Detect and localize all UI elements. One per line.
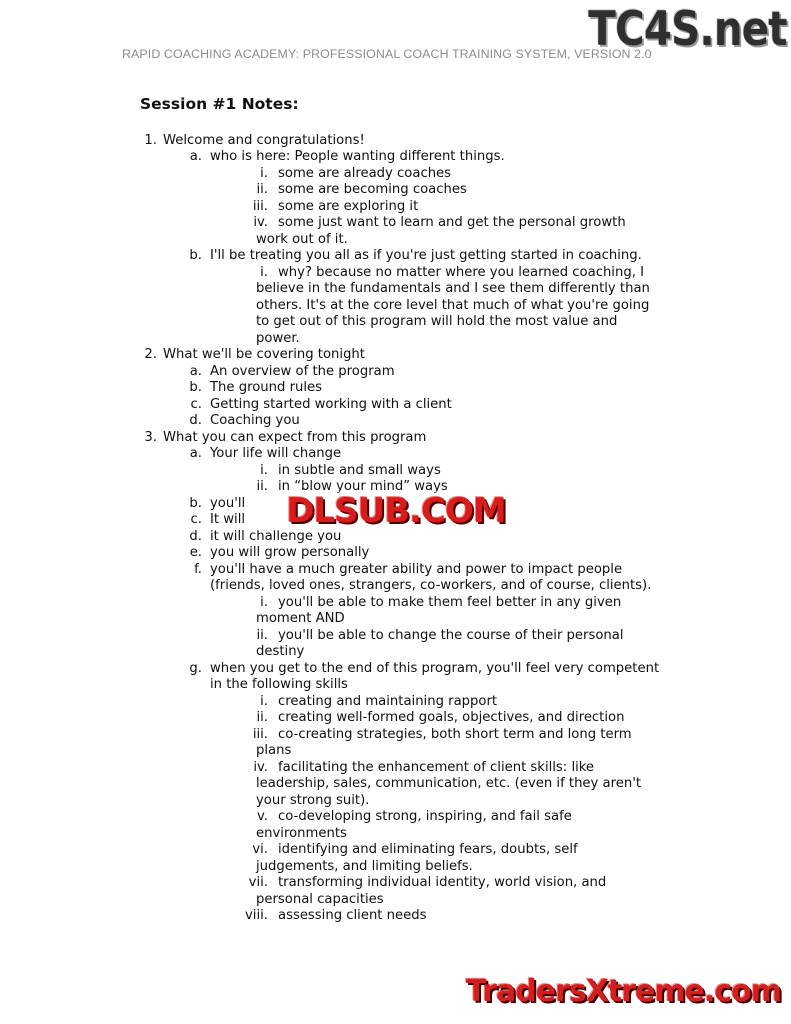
- list-item-text: What you can expect from this program: [163, 430, 427, 445]
- list-item-text: you'll: [210, 496, 246, 511]
- list-marker: iv.: [253, 760, 268, 775]
- list-item-text: some are already coaches: [278, 166, 452, 181]
- list-marker: i.: [260, 166, 268, 181]
- list-item-text: it will challenge you: [210, 529, 342, 544]
- list-item-text: some are becoming coaches: [278, 182, 467, 197]
- list-marker: iii.: [252, 199, 268, 214]
- list-marker: ii.: [256, 710, 268, 725]
- list-item-text: creating and maintaining rapport: [278, 694, 498, 709]
- list-marker: vi.: [252, 842, 268, 857]
- list-marker: f.: [194, 562, 202, 577]
- list-marker: a.: [189, 446, 202, 461]
- list-marker: e.: [189, 545, 202, 560]
- list-item-text: Getting started working with a client: [210, 397, 452, 412]
- list-marker: b.: [189, 380, 202, 395]
- list-item-text: Welcome and congratulations!: [163, 133, 365, 148]
- watermark-logo-bottom: TradersXtreme.com: [466, 974, 781, 1009]
- list-marker: 1.: [144, 133, 157, 148]
- list-item-text: co-developing strong, inspiring, and fail safe: [278, 809, 572, 824]
- list-item-text: believe in the fundamentals and I see them differently than: [256, 281, 650, 296]
- list-item-text: you'll be able to make them feel better in any given: [278, 595, 622, 610]
- list-item-text: assessing client needs: [278, 908, 427, 923]
- list-marker: v.: [257, 809, 268, 824]
- list-marker: i.: [260, 595, 268, 610]
- watermark-logo-middle: DLSUB.COM: [258, 491, 534, 531]
- list-item-text: in subtle and small ways: [278, 463, 441, 478]
- list-item-text: destiny: [256, 644, 305, 659]
- list-item-text: to get out of this program will hold the most value and: [256, 314, 618, 329]
- list-item-text: in “blow your mind” ways: [278, 479, 448, 494]
- list-item-text: The ground rules: [210, 380, 322, 395]
- list-item-text: environments: [256, 826, 347, 841]
- list-item-text: power.: [256, 331, 300, 346]
- list-item-text: It will: [210, 512, 246, 527]
- list-marker: c.: [190, 397, 202, 412]
- list-item-text: work out of it.: [256, 232, 348, 247]
- page-title: Session #1 Notes:: [140, 95, 299, 113]
- list-item-text: identifying and eliminating fears, doubts, self: [278, 842, 578, 857]
- list-marker: viii.: [245, 908, 268, 923]
- running-header: RAPID COACHING ACADEMY: PROFESSIONAL COACH TRAINING SYSTEM, VERSION 2.0: [122, 47, 652, 61]
- list-item-text: your strong suit).: [256, 793, 370, 808]
- watermark-logo-top: TC4S.net: [588, 2, 787, 57]
- list-item-text: Your life will change: [210, 446, 342, 461]
- list-item-text: moment AND: [256, 611, 345, 626]
- list-marker: a.: [189, 364, 202, 379]
- list-item-text: Coaching you: [210, 413, 300, 428]
- list-marker: ii.: [256, 628, 268, 643]
- list-item-text: judgements, and limiting beliefs.: [256, 859, 473, 874]
- list-marker: iii.: [252, 727, 268, 742]
- list-item-text: some just want to learn and get the personal growth: [278, 215, 626, 230]
- list-item-text: some are exploring it: [278, 199, 419, 214]
- list-marker: 3.: [144, 430, 157, 445]
- list-marker: b.: [189, 496, 202, 511]
- list-item-text: you'll be able to change the course of their personal: [278, 628, 624, 643]
- list-item-text: An overview of the program: [210, 364, 395, 379]
- list-marker: d.: [189, 413, 202, 428]
- list-marker: i.: [260, 694, 268, 709]
- list-item-text: plans: [256, 743, 292, 758]
- list-item-text: (friends, loved ones, strangers, co-workers, and of course, clients).: [210, 578, 652, 593]
- list-marker: g.: [189, 661, 202, 676]
- list-marker: c.: [190, 512, 202, 527]
- list-marker: vii.: [248, 875, 268, 890]
- list-item-text: leadership, sales, communication, etc. (even if they aren't: [256, 776, 642, 791]
- list-item-text: when you get to the end of this program, you'll feel very competent: [210, 661, 660, 676]
- list-marker: ii.: [256, 479, 268, 494]
- list-item-text: you will grow personally: [210, 545, 370, 560]
- list-item-text: you'll have a much greater ability and power to impact people: [210, 562, 623, 577]
- list-item-text: I'll be treating you all as if you're just getting started in coaching.: [210, 248, 642, 263]
- list-marker: i.: [260, 463, 268, 478]
- list-item-text: facilitating the enhancement of client skills: like: [278, 760, 595, 775]
- list-marker: d.: [189, 529, 202, 544]
- list-marker: 2.: [144, 347, 157, 362]
- list-marker: b.: [189, 248, 202, 263]
- list-item-text: why? because no matter where you learned coaching, I: [278, 265, 644, 280]
- list-marker: a.: [189, 149, 202, 164]
- list-item-text: transforming individual identity, world vision, and: [278, 875, 607, 890]
- list-item-text: co-creating strategies, both short term and long term: [278, 727, 632, 742]
- list-marker: iv.: [253, 215, 268, 230]
- list-item-text: others. It's at the core level that much of what you're going: [256, 298, 650, 313]
- list-marker: i.: [260, 265, 268, 280]
- list-item-text: personal capacities: [256, 892, 384, 907]
- list-item-text: in the following skills: [210, 677, 348, 692]
- list-item-text: creating well-formed goals, objectives, and direction: [278, 710, 625, 725]
- list-marker: ii.: [256, 182, 268, 197]
- list-item-text: What we'll be covering tonight: [163, 347, 365, 362]
- list-item-text: who is here: People wanting different things.: [210, 149, 505, 164]
